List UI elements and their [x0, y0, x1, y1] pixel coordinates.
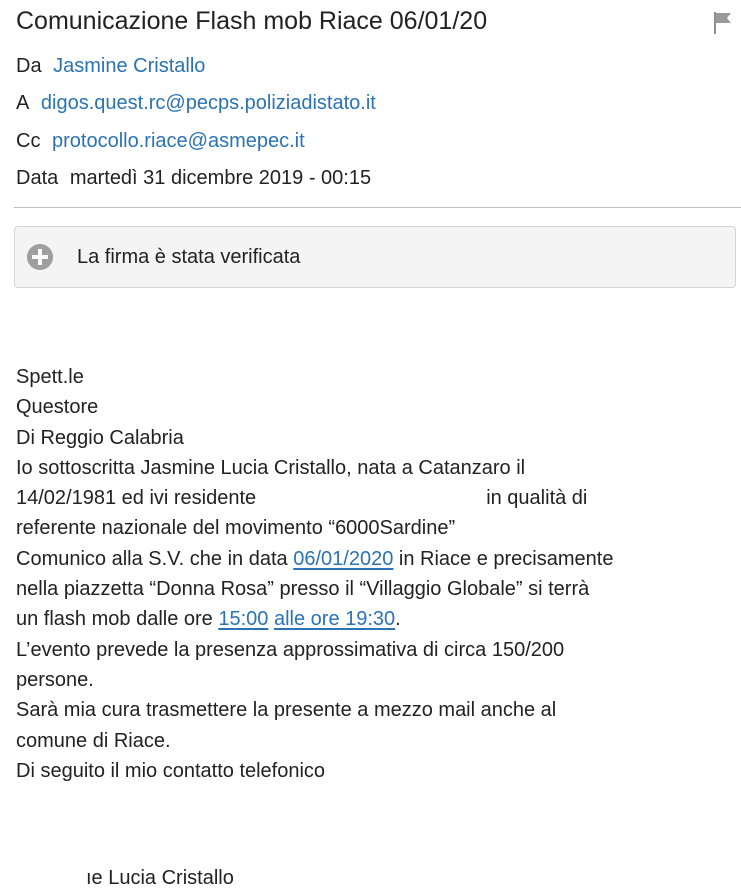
- body-text-fragment: .: [395, 608, 401, 631]
- body-line: Di Reggio Calabria: [16, 426, 184, 449]
- body-text-fragment: in Riace e precisamente: [393, 547, 614, 570]
- signature-status-text: La firma è stata verificata: [77, 246, 301, 268]
- body-line: [16, 544, 738, 574]
- body-line: nella piazzetta “Donna Rosa” presso il “Villaggio Globale” si terrà: [16, 578, 590, 601]
- sender-signature: ıe Lucia Cristallo: [86, 867, 234, 889]
- body-line: Sarà mia cura trasmettere la presente a mezzo mail anche al: [16, 699, 557, 722]
- from-label: Da: [16, 55, 42, 77]
- flag-icon[interactable]: [712, 10, 734, 36]
- sender-name-link[interactable]: Jasmine Cristallo: [53, 55, 206, 77]
- cc-label: Cc: [16, 130, 41, 152]
- signature-verified-banner[interactable]: [14, 226, 736, 288]
- date-link[interactable]: 06/01/2020: [293, 547, 394, 570]
- redacted-area: [211, 54, 483, 80]
- body-line: Io sottoscritta Jasmine Lucia Cristallo, nata a Catanzaro il: [16, 456, 526, 479]
- date-label: Data: [16, 167, 59, 189]
- body-text-fragment: 14/02/1981 ed ivi residente: [16, 487, 257, 510]
- body-line: referente nazionale del movimento “6000Sardine”: [16, 517, 456, 540]
- body-line: Questore: [16, 396, 99, 419]
- redacted-area: [60, 800, 170, 822]
- body-line: [16, 483, 738, 513]
- time-link[interactable]: alle ore 19:30: [273, 608, 396, 631]
- from-row: [16, 52, 483, 80]
- body-line: Di seguito il mio contatto telefonico: [16, 759, 326, 782]
- plus-circle-icon: [25, 242, 55, 272]
- redacted-area: [0, 822, 220, 864]
- cc-row: [16, 127, 305, 155]
- recipient-address-link[interactable]: digos.quest.rc@pecps.poliziadistato.it: [40, 92, 376, 114]
- time-link[interactable]: 15:00: [218, 608, 269, 631]
- body-text-fragment: un flash mob dalle ore: [16, 608, 219, 631]
- body-line: comune di Riace.: [16, 729, 171, 752]
- to-label: A: [16, 92, 30, 114]
- cc-address-link[interactable]: protocollo.riace@asmepec.it: [52, 130, 305, 152]
- body-line: [16, 604, 738, 634]
- body-line: Spett.le: [16, 366, 84, 388]
- body-line: persone.: [16, 668, 94, 691]
- body-line: L’evento prevede la presenza approssimativa di circa 150/200: [16, 638, 565, 661]
- email-subject: Comunicazione Flash mob Riace 06/01/20: [16, 7, 488, 35]
- to-row: [16, 89, 376, 117]
- body-text-fragment: in qualità di: [486, 487, 588, 510]
- body-text-fragment: Comunico alla S.V. che in data: [16, 547, 294, 570]
- header-divider: [14, 207, 741, 208]
- email-body: [16, 362, 738, 786]
- date-value: martedì 31 dicembre 2019 - 00:15: [69, 167, 372, 189]
- date-row: [16, 164, 371, 192]
